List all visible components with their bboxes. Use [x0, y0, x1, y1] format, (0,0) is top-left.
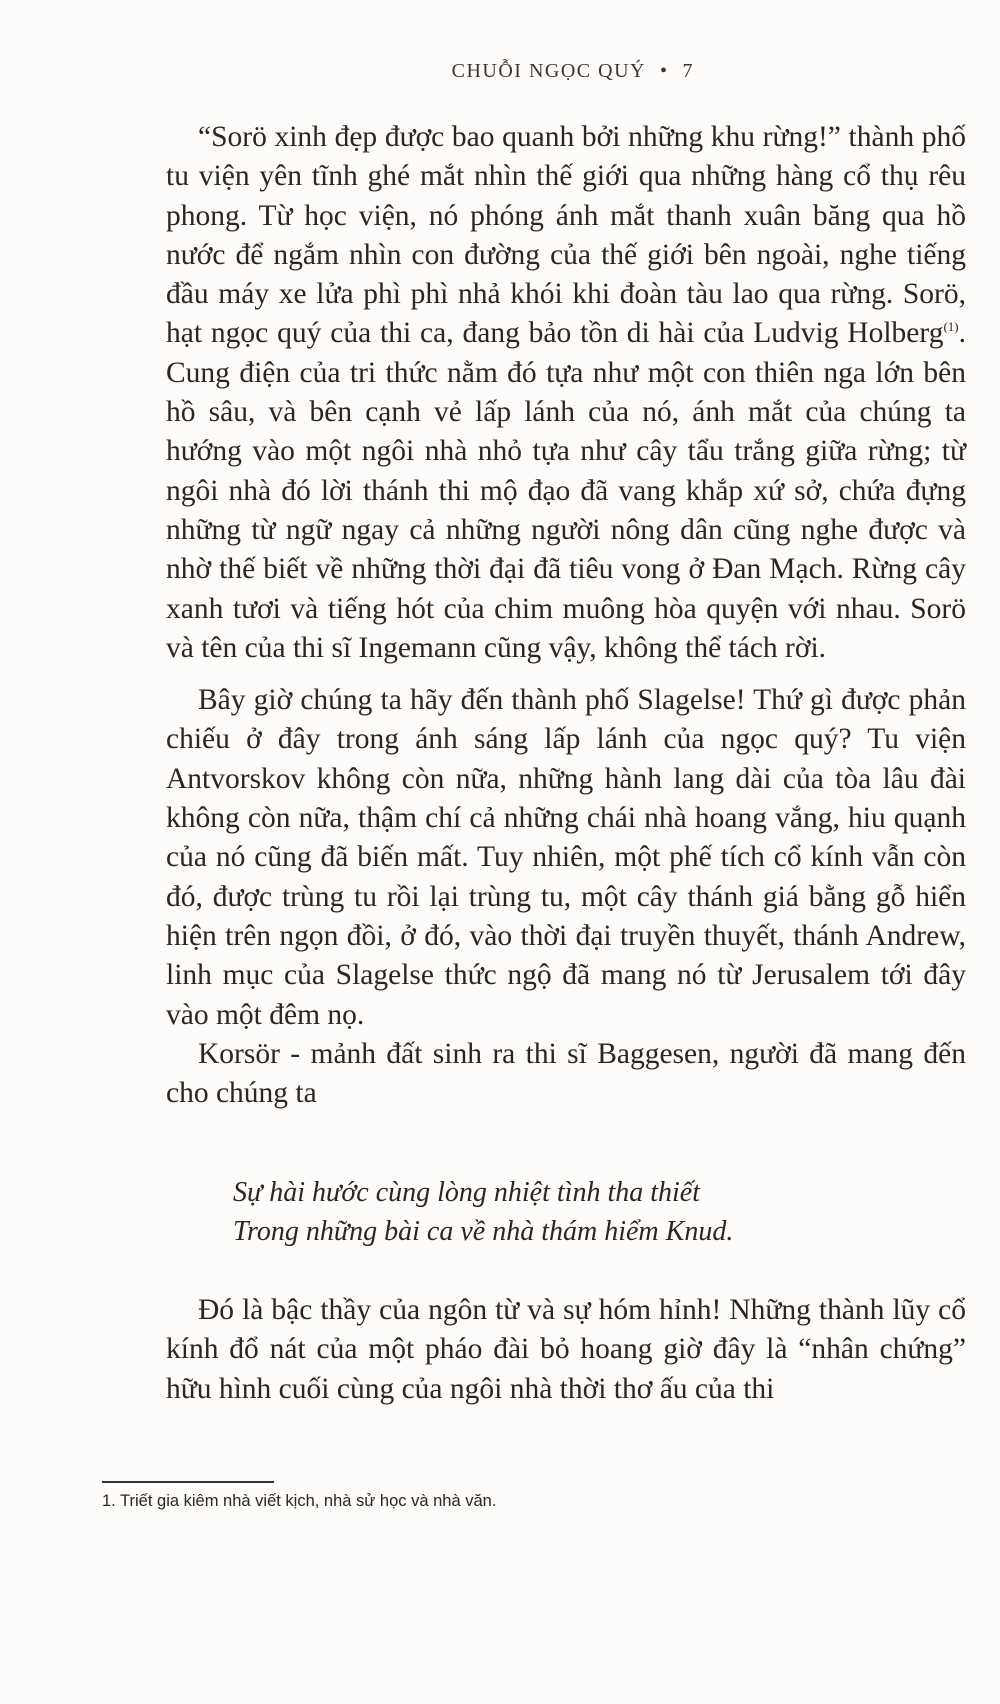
paragraph-4: Đó là bậc thầy của ngôn từ và sự hóm hỉnh! Những thành lũy cổ kính đổ nát của một pháo đài bỏ hoang giờ đây là “nhân chứng” hữu hình cuối cùng của ngôi nhà thời thơ ấu của thi — [166, 1294, 966, 1405]
paragraph-2: Bây giờ chúng ta hãy đến thành phố Slagelse! Thứ gì được phản chiếu ở đây trong ánh sáng lấp lánh của ngọc quý? Tu viện Antvorskov không còn nữa, những hành lang dài của tòa lâu đài không còn nữa, thậm chí cả những chái nhà hoang vắng, hiu quạnh của nó cũng đã biến mất. Tuy nhiên, một phế tích cổ kính vẫn còn đó, được trùng tu rồi lại trùng tu, một cây thánh giá bằng gỗ hiển hiện trên ngọn đồi, ở đó, vào thời đại truyền thuyết, thánh Andrew, linh mục của Slagelse thức ngộ đã mang nó từ Jerusalem tới đây vào một đêm nọ. — [166, 684, 966, 1031]
paragraph-1-start: “Sorö xinh đẹp được bao quanh bởi những khu rừng!” thành phố tu viện yên tĩnh ghé mắt nhìn thế giới qua những hàng cổ thụ rêu phong. Từ học viện, nó phóng ánh mắt thanh xuân băng qua hồ nước để ngắm nhìn con đường của thế giới bên ngoài, nghe tiếng đầu máy xe lửa phì phì nhả khói khi đoàn tàu lao qua rừng. Sorö, hạt ngọc quý của thi ca, đang bảo tồn di hài của Ludvig Holberg — [166, 121, 966, 350]
running-header — [452, 60, 694, 83]
verse-quote — [233, 1173, 733, 1251]
verse-line-1: Sự hài hước cùng lòng nhiệt tình tha thiết — [233, 1177, 700, 1208]
footnote: 1. Triết gia kiêm nhà viết kịch, nhà sử học và nhà văn. — [102, 1492, 497, 1510]
footnote-reference: (1) — [943, 319, 959, 335]
footnote-divider — [102, 1481, 274, 1483]
paragraph-3: Korsör - mảnh đất sinh ra thi sĩ Baggesen, người đã mang đến cho chúng ta — [166, 1037, 966, 1110]
paragraph-1 — [166, 118, 966, 668]
running-title: CHUỖI NGỌC QUÝ — [451, 60, 646, 82]
main-text — [166, 118, 966, 1113]
header-separator: • — [659, 60, 669, 82]
verse-line-2: Trong những bài ca về nhà thám hiểm Knud. — [233, 1216, 734, 1247]
main-text-continued — [166, 1291, 966, 1409]
page-number: 7 — [682, 60, 694, 82]
paragraph-1-end: . Cung điện của tri thức nằm đó tựa như một con thiên nga lớn bên hồ sâu, và bên cạnh vẻ lấp lánh của nó, ánh mắt của chúng ta hướng vào một ngôi nhà nhỏ tựa như cây tẩu trắng giữa rừng; từ ngôi nhà đó lời thánh thi mộ đạo đã vang khắp xứ sở, chứa đựng những từ ngữ ngay cả những người nông dân cũng nghe được và nhờ thế biết về những thời đại đã tiêu vong ở Đan Mạch. Rừng cây xanh tươi và tiếng hót của chim muông hòa quyện với nhau. Sorö và tên của thi sĩ Ingemann cũng vậy, không thể tách rời. — [166, 317, 966, 664]
